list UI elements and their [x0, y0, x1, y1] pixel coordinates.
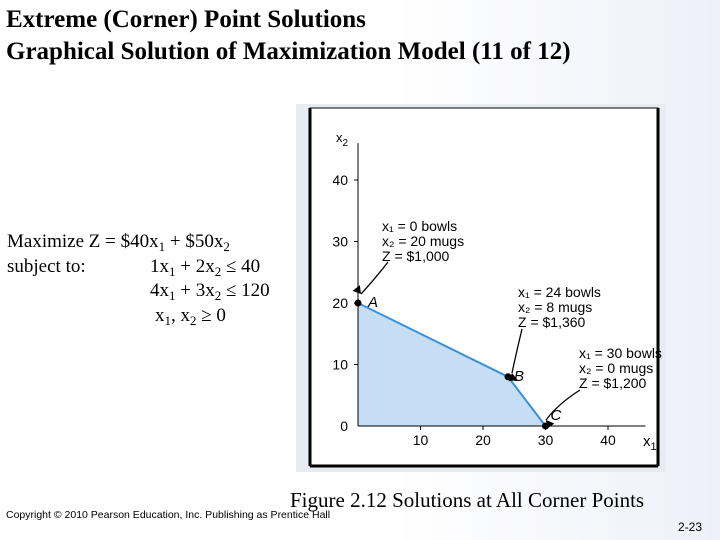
title-line-2: Graphical Solution of Maximization Model (11 of 12): [6, 38, 571, 65]
y-tick-label: 40: [332, 172, 348, 188]
y-axis-label: $x_2$: [336, 130, 349, 149]
x-tick-label: 20: [475, 432, 491, 448]
constraint-row-3: [7, 304, 230, 329]
figure-caption: Figure 2.12 Solutions at All Corner Points: [290, 488, 645, 512]
annotation-line: x₂ = 0 mugs: [579, 360, 654, 376]
constraint-2: $4x_1 + 3x_2 \le 120$: [150, 280, 270, 303]
y-tick-label: 30: [332, 233, 348, 250]
constraint-3: $x_1$, $x_2 \ge 0$: [155, 304, 226, 328]
figure-panel: [296, 104, 666, 472]
y-tick-label: 20: [332, 295, 348, 311]
lp-graph: [296, 104, 666, 472]
objective-row: Maximize $Z = \$40x_1$ + $\$50x_2$: [7, 231, 230, 254]
corner-point-label: C: [550, 407, 562, 424]
annotation-line: x₁ = 30 bowls: [579, 345, 662, 361]
slide-title: [6, 4, 571, 68]
lp-model: [7, 230, 270, 328]
corner-point: [505, 373, 512, 380]
slide-number: 2-23: [677, 520, 702, 534]
annotation-line: Z = $1,200: [579, 375, 647, 391]
x-tick-label: 30: [537, 432, 554, 448]
constraint-row-1: [7, 255, 261, 280]
annotation-line: x₂ = 20 mugs: [382, 233, 465, 249]
annotation-line: x₂ = 8 mugs: [518, 299, 593, 315]
annotation-line: x₁ = 24 bowls: [518, 284, 601, 300]
corner-point-label: B: [514, 367, 525, 385]
constraint-1: $1x_1 + 2x_2 \le 40$: [150, 255, 261, 279]
y-tick-label: 10: [332, 356, 348, 373]
corner-point: [542, 423, 549, 430]
y-tick-label: 0: [340, 418, 348, 434]
annotation-line: x₁ = 0 bowls: [382, 218, 458, 234]
corner-point: [355, 300, 362, 307]
subject-to-label: subject to:: [7, 255, 86, 277]
corner-point-label: A: [368, 294, 379, 311]
copyright-text: Copyright © 2010 Pearson Education, Inc. Publishing as Prentice Hall: [6, 509, 331, 521]
constraint-row-2: [7, 279, 270, 304]
x-tick-label: 10: [412, 432, 429, 448]
x-tick-label: 40: [600, 432, 616, 448]
x-axis-label: $x_1$: [643, 433, 657, 453]
title-line-1: Extreme (Corner) Point Solutions: [6, 6, 366, 33]
annotation-line: Z = $1,360: [518, 314, 586, 330]
annotation-line: Z = $1,000: [382, 248, 450, 264]
